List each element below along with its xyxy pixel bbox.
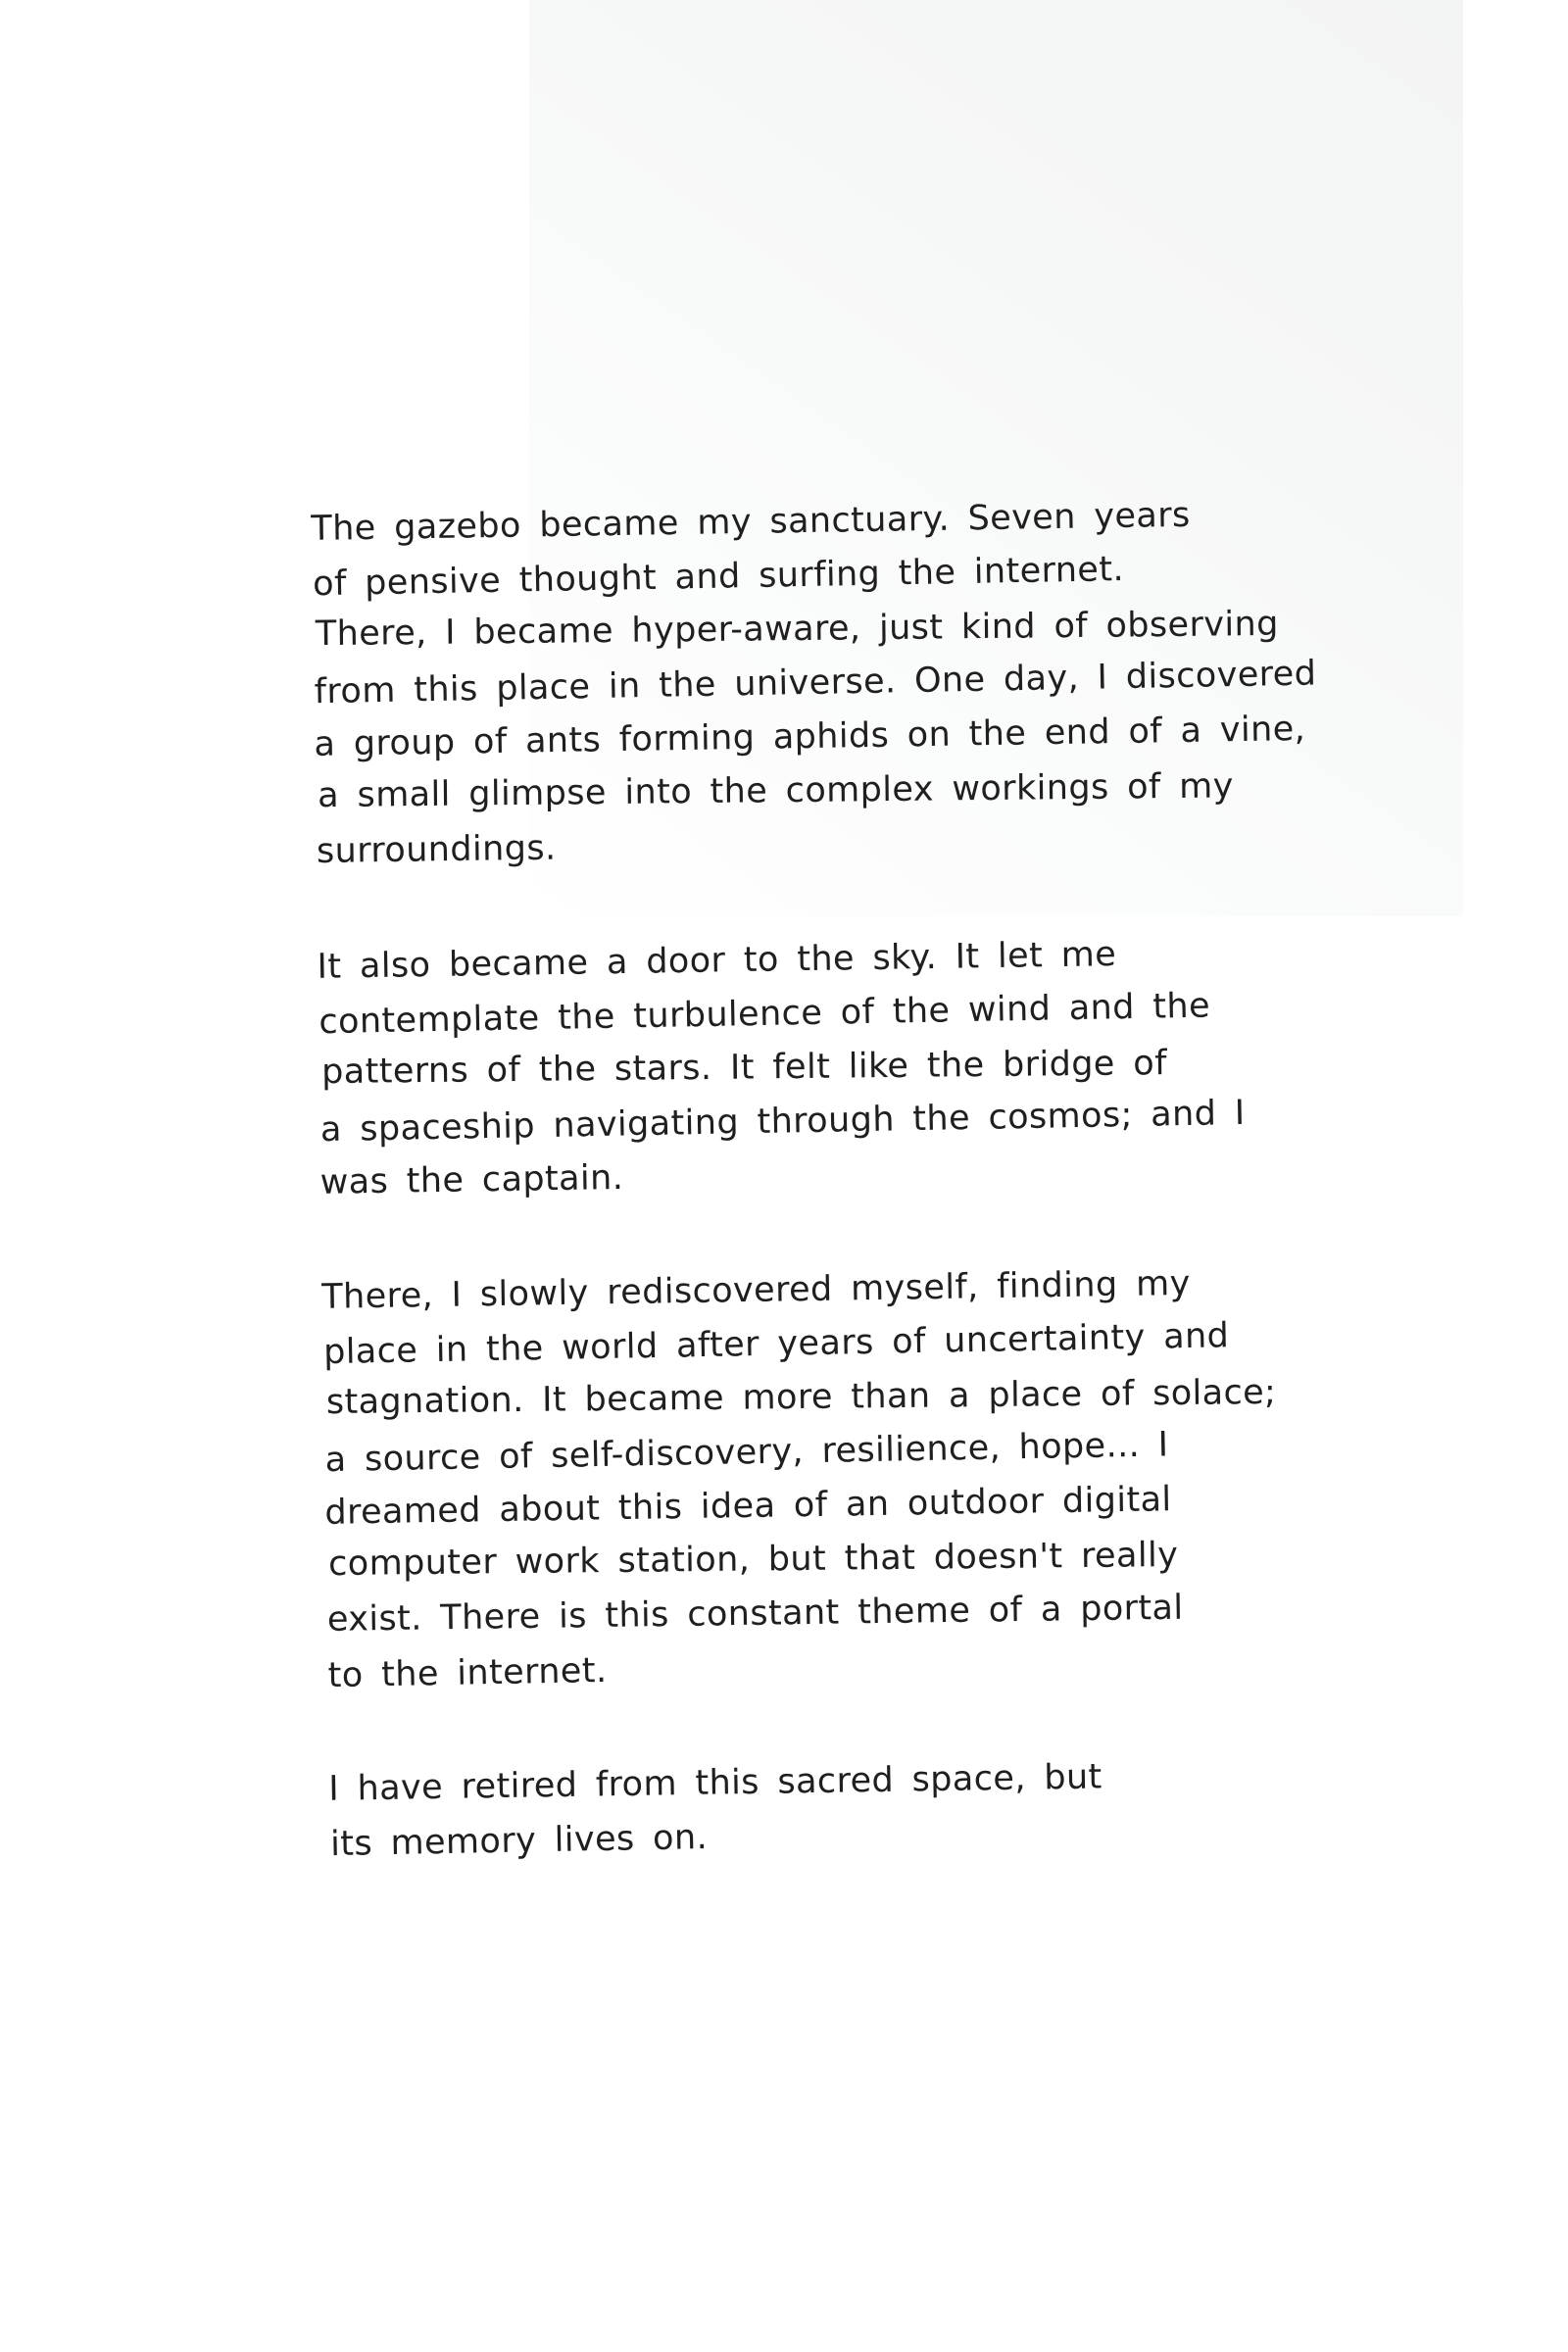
handwritten-line: to the internet. xyxy=(327,1650,608,1696)
handwritten-line: The gazebo became my sanctuary. Seven years xyxy=(311,495,1191,549)
handwritten-line: There, I became hyper-aware, just kind of observing xyxy=(315,604,1279,655)
handwritten-line: a spaceship navigating through the cosmos; and I xyxy=(319,1093,1246,1151)
handwritten-line: computer work station, but that doesn't really xyxy=(327,1535,1179,1585)
handwritten-line: place in the world after years of uncertainty and xyxy=(322,1316,1230,1373)
handwritten-line: its memory lives on. xyxy=(329,1818,709,1865)
handwritten-line: exist. There is this constant theme of a portal xyxy=(326,1588,1184,1640)
handwritten-line: patterns of the stars. It felt like the bridge of xyxy=(320,1044,1168,1093)
paragraph xyxy=(312,488,1326,879)
handwritten-line: from this place in the universe. One day, I discovered xyxy=(314,654,1317,712)
handwritten-line: a source of self-discovery, resilience, hope... I xyxy=(324,1425,1169,1481)
handwritten-line: a small glimpse into the complex workings of my xyxy=(317,766,1234,816)
handwritten-line: There, I slowly rediscovered myself, finding my xyxy=(321,1263,1191,1317)
handwritten-line: surroundings. xyxy=(316,828,557,871)
paragraph xyxy=(318,926,1331,1209)
paragraph xyxy=(329,1747,1340,1869)
handwritten-line: contemplate the turbulence of the wind and the xyxy=(318,986,1211,1043)
paragraph xyxy=(322,1256,1338,1701)
handwritten-line: It also became a door to the sky. It let me xyxy=(317,935,1117,987)
handwritten-line: was the captain. xyxy=(319,1157,624,1202)
handwritten-line: a group of ants forming aphids on the end of a vine, xyxy=(314,710,1306,764)
handwritten-line: of pensive thought and surfing the internet. xyxy=(312,550,1125,605)
handwritten-line: stagnation. It became more than a place of solace; xyxy=(325,1372,1277,1423)
handwritten-line: I have retired from this sacred space, but xyxy=(328,1757,1102,1809)
handwritten-line: dreamed about this idea of an outdoor digital xyxy=(324,1480,1172,1533)
note-text-block xyxy=(312,488,1341,1931)
